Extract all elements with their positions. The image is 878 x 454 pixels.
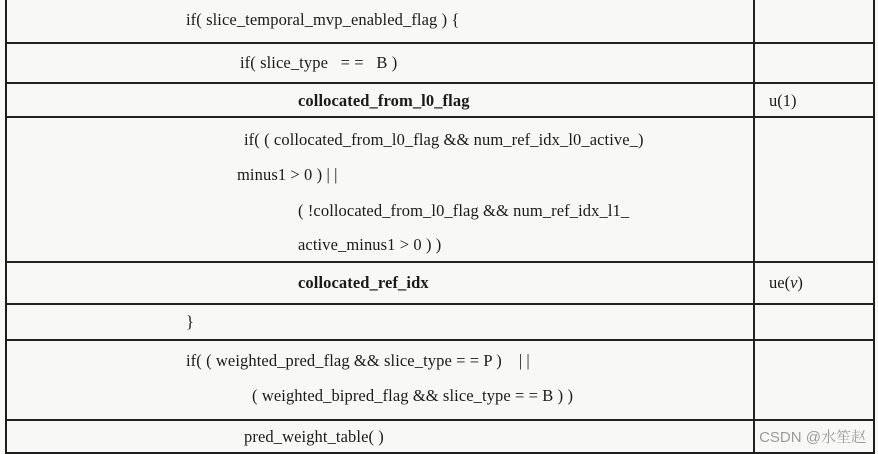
- syntax-line: if( slice_type = = B ): [240, 53, 398, 72]
- table-row: [7, 116, 873, 261]
- table-row: [7, 419, 873, 452]
- syntax-cell: [7, 305, 755, 339]
- syntax-cell: [7, 263, 755, 303]
- syntax-cell: [7, 84, 755, 116]
- syntax-cell: [7, 421, 755, 452]
- syntax-cell: [7, 0, 755, 42]
- syntax-line: ( !collocated_from_l0_flag && num_ref_idx_l1_: [298, 201, 630, 220]
- table-row: [7, 82, 873, 116]
- descriptor-cell: [755, 341, 873, 419]
- descriptor-cell: [755, 118, 873, 261]
- table-row: [7, 0, 873, 42]
- syntax-line: if( ( collocated_from_l0_flag && num_ref_idx_l0_active_): [244, 130, 644, 149]
- syntax-element-name: collocated_from_l0_flag: [298, 91, 470, 110]
- descriptor-text: u(1): [769, 91, 797, 110]
- descriptor-cell: [755, 0, 873, 42]
- descriptor-cell: [755, 84, 873, 116]
- syntax-line: ( weighted_bipred_flag && slice_type = = B ) ): [252, 386, 574, 405]
- descriptor-cell: [755, 44, 873, 82]
- syntax-cell: [7, 341, 755, 419]
- syntax-line: minus1 > 0 ) | |: [237, 165, 338, 184]
- syntax-line: pred_weight_table( ): [244, 427, 384, 446]
- table-row: [7, 303, 873, 339]
- descriptor-cell: [755, 305, 873, 339]
- table-row: [7, 42, 873, 82]
- closing-brace: }: [186, 312, 195, 331]
- syntax-line: if( slice_temporal_mvp_enabled_flag ) {: [186, 10, 460, 29]
- syntax-cell: [7, 44, 755, 82]
- descriptor-cell: [755, 263, 873, 303]
- syntax-cell: [7, 118, 755, 261]
- table-row: [7, 339, 873, 419]
- table-row: [7, 261, 873, 303]
- syntax-line: active_minus1 > 0 ) ): [298, 235, 442, 254]
- descriptor-text: ue(v): [769, 273, 803, 292]
- syntax-element-name: collocated_ref_idx: [298, 273, 429, 292]
- syntax-table: [5, 0, 875, 454]
- syntax-line: if( ( weighted_pred_flag && slice_type = = P ) | |: [186, 351, 530, 370]
- watermark-text: CSDN @水笙赵: [759, 429, 866, 446]
